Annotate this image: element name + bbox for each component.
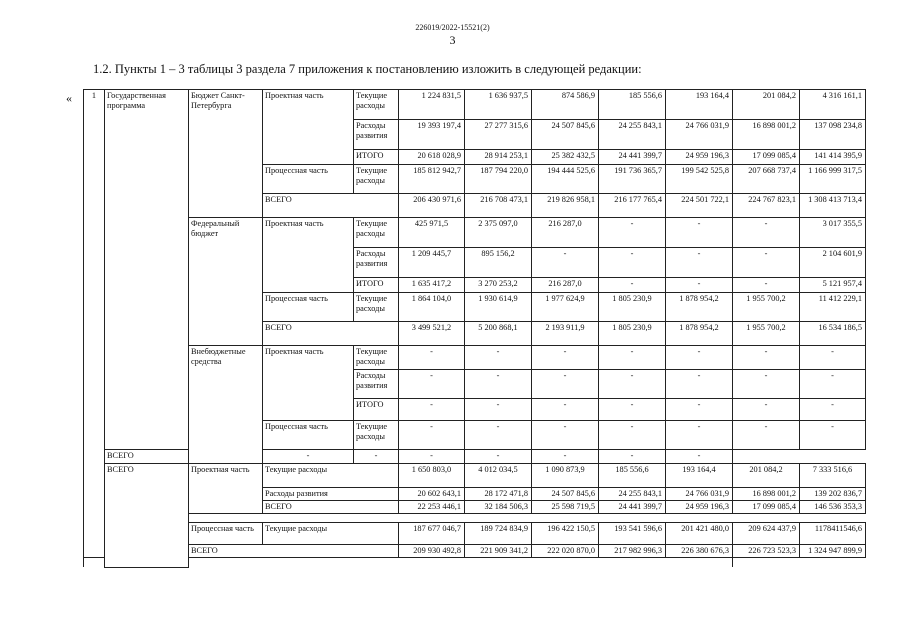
total-label: ВСЕГО [105, 464, 189, 568]
source-spb-budget: Бюджет Санкт-Петербурга [189, 90, 263, 218]
value-cell: - [354, 450, 399, 464]
source-extrabudgetary: Внебюджетные средства [189, 346, 263, 464]
value-cell: 3 017 355,5 [800, 218, 866, 248]
value-cell: 1 955 700,2 [733, 293, 800, 322]
value-cell: 139 202 836,7 [800, 488, 866, 501]
value-cell: - [399, 421, 465, 450]
value-cell: 3 499 521,2 [399, 322, 465, 346]
value-cell: 25 598 719,5 [532, 500, 599, 513]
value-cell: 17 099 085,4 [733, 500, 800, 513]
value-cell: 24 255 843,1 [599, 120, 666, 150]
value-cell: - [599, 248, 666, 278]
value-cell: 2 104 601,9 [800, 248, 866, 278]
table-row [84, 513, 866, 522]
amendment-paragraph: 1.2. Пункты 1 – 3 таблицы 3 раздела 7 приложения к постановлению изложить в следующей редакции: [93, 62, 642, 76]
value-cell: 19 393 197,4 [399, 120, 465, 150]
value-cell: 206 430 971,6 [399, 194, 465, 218]
value-cell: - [532, 399, 599, 421]
part-project: Проектная часть [263, 346, 354, 421]
value-cell: 1 308 413 713,4 [800, 194, 866, 218]
value-cell: 1 166 999 317,5 [800, 165, 866, 194]
value-cell: - [800, 421, 866, 450]
itogo-label: ИТОГО [354, 150, 399, 165]
value-cell: 2 375 097,0 [465, 218, 532, 248]
value-cell: 219 826 958,1 [532, 194, 599, 218]
value-cell: 224 767 823,1 [733, 194, 800, 218]
value-cell: 5 121 957,4 [800, 278, 866, 293]
value-cell: 207 668 737,4 [733, 165, 800, 194]
table-body [84, 90, 866, 568]
table-row [84, 522, 866, 544]
value-cell: 7 333 516,6 [800, 464, 866, 488]
expense-current: Текущие расходы [354, 346, 399, 370]
value-cell: - [532, 450, 599, 464]
value-cell: - [733, 248, 800, 278]
value-cell: - [399, 450, 465, 464]
value-cell: 1 209 445,7 [399, 248, 465, 278]
value-cell: 141 414 395,9 [800, 150, 866, 165]
document-id: 226019/2022-15521(2) [415, 23, 490, 32]
part-project: Проектная часть [263, 218, 354, 293]
part-process: Процессная часть [263, 165, 354, 194]
value-cell: 1 878 954,2 [666, 322, 733, 346]
value-cell: - [599, 450, 666, 464]
value-cell: 24 959 196,3 [666, 150, 733, 165]
table-row [84, 346, 866, 370]
vsego-label: ВСЕГО [263, 194, 399, 218]
value-cell: 16 898 001,2 [733, 120, 800, 150]
value-cell: - [666, 399, 733, 421]
row-name-cell: Государственная программа [105, 90, 189, 450]
value-cell: 216 708 473,1 [465, 194, 532, 218]
value-cell: 217 982 996,3 [599, 544, 666, 557]
expense-development: Расходы развития [354, 370, 399, 399]
value-cell: - [465, 399, 532, 421]
value-cell: 226 380 676,3 [666, 544, 733, 557]
value-cell: - [800, 346, 866, 370]
value-cell: - [399, 346, 465, 370]
value-cell: 28 914 253,1 [465, 150, 532, 165]
value-cell: - [733, 278, 800, 293]
value-cell: 24 959 196,3 [666, 500, 733, 513]
value-cell: - [733, 346, 800, 370]
value-cell: 209 930 492,8 [399, 544, 465, 557]
value-cell: 1 650 803,0 [399, 464, 465, 488]
vsego-label: ВСЕГО [105, 450, 263, 464]
value-cell: - [599, 218, 666, 248]
expense-current: Текущие расходы [354, 421, 399, 450]
value-cell: 187 794 220,0 [465, 165, 532, 194]
value-cell: 221 909 341,2 [465, 544, 532, 557]
value-cell: 224 501 722,1 [666, 194, 733, 218]
value-cell: - [399, 399, 465, 421]
table-row [84, 90, 866, 120]
value-cell: - [800, 399, 866, 421]
expense-development: Расходы развития [354, 120, 399, 150]
value-cell: - [532, 421, 599, 450]
value-cell: 16 534 186,5 [800, 322, 866, 346]
value-cell: 196 422 150,5 [532, 522, 599, 544]
value-cell: 216 177 765,4 [599, 194, 666, 218]
value-cell: 1 955 700,2 [733, 322, 800, 346]
value-cell: - [666, 421, 733, 450]
expense-current: Текущие расходы [263, 464, 399, 488]
value-cell: 201 421 480,0 [666, 522, 733, 544]
value-cell: - [465, 346, 532, 370]
value-cell: 185 556,6 [599, 464, 666, 488]
row-number-cell: 1 [84, 90, 105, 558]
part-project: Проектная часть [189, 464, 263, 514]
value-cell: 1 324 947 899,9 [800, 544, 866, 557]
expense-development: Расходы развития [263, 488, 399, 501]
row-gap [189, 513, 866, 522]
value-cell: 32 184 506,3 [465, 500, 532, 513]
value-cell: 1 805 230,9 [599, 322, 666, 346]
value-cell: - [532, 248, 599, 278]
value-cell: - [666, 278, 733, 293]
value-cell: 28 172 471,8 [465, 488, 532, 501]
table-tail [84, 557, 733, 567]
value-cell: 24 255 843,1 [599, 488, 666, 501]
value-cell: 1 224 831,5 [399, 90, 465, 120]
value-cell: - [532, 346, 599, 370]
value-cell: - [733, 370, 800, 399]
value-cell: 1 635 417,2 [399, 278, 465, 293]
value-cell: - [599, 399, 666, 421]
value-cell: - [599, 346, 666, 370]
value-cell: 226 723 523,3 [733, 544, 800, 557]
itogo-label: ИТОГО [354, 399, 399, 421]
value-cell: 1 878 954,2 [666, 293, 733, 322]
value-cell: 199 542 525,8 [666, 165, 733, 194]
page-number: 3 [449, 33, 456, 47]
value-cell: 27 277 315,6 [465, 120, 532, 150]
value-cell: - [465, 370, 532, 399]
value-cell: 895 156,2 [465, 248, 532, 278]
value-cell: 193 541 596,6 [599, 522, 666, 544]
value-cell: 216 287,0 [532, 218, 599, 248]
value-cell: 17 099 085,4 [733, 150, 800, 165]
value-cell: 201 084,2 [733, 90, 800, 120]
itogo-label: ИТОГО [354, 278, 399, 293]
value-cell: 16 898 001,2 [733, 488, 800, 501]
value-cell: - [599, 370, 666, 399]
value-cell: - [666, 346, 733, 370]
value-cell: 3 270 253,2 [465, 278, 532, 293]
value-cell: 185 556,6 [599, 90, 666, 120]
source-federal-budget: Федеральный бюджет [189, 218, 263, 346]
part-process: Процессная часть [263, 421, 354, 450]
value-cell: 201 084,2 [733, 464, 800, 488]
expense-current: Текущие расходы [263, 522, 399, 544]
value-cell: 1 977 624,9 [532, 293, 599, 322]
value-cell: 425 971,5 [399, 218, 465, 248]
value-cell: - [263, 450, 354, 464]
vsego-label: ВСЕГО [263, 500, 399, 513]
value-cell: 874 586,9 [532, 90, 599, 120]
value-cell: - [599, 278, 666, 293]
expense-current: Текущие расходы [354, 218, 399, 248]
value-cell: 137 098 234,8 [800, 120, 866, 150]
table-row [84, 450, 866, 464]
vsego-label: ВСЕГО [189, 544, 399, 557]
part-process: Процессная часть [263, 293, 354, 322]
value-cell: 222 020 870,0 [532, 544, 599, 557]
table-row [84, 464, 866, 488]
value-cell: 1 090 873,9 [532, 464, 599, 488]
value-cell: 193 164,4 [666, 464, 733, 488]
value-cell: 209 624 437,9 [733, 522, 800, 544]
value-cell: 24 507 845,6 [532, 488, 599, 501]
value-cell: 216 287,0 [532, 278, 599, 293]
expense-current: Текущие расходы [354, 90, 399, 120]
value-cell: 24 766 031,9 [666, 120, 733, 150]
table-row [84, 544, 866, 557]
expense-current: Текущие расходы [354, 293, 399, 322]
value-cell: 193 164,4 [666, 90, 733, 120]
value-cell: 1 805 230,9 [599, 293, 666, 322]
value-cell: - [399, 370, 465, 399]
value-cell: - [599, 421, 666, 450]
value-cell: 24 441 399,7 [599, 150, 666, 165]
value-cell: 185 812 942,7 [399, 165, 465, 194]
table-row [84, 557, 866, 567]
value-cell: - [733, 421, 800, 450]
value-cell: 20 618 028,9 [399, 150, 465, 165]
vsego-label: ВСЕГО [263, 322, 399, 346]
value-cell: - [666, 370, 733, 399]
value-cell: 1 864 104,0 [399, 293, 465, 322]
value-cell: 191 736 365,7 [599, 165, 666, 194]
value-cell: 24 441 399,7 [599, 500, 666, 513]
value-cell: - [465, 421, 532, 450]
value-cell: 25 382 432,5 [532, 150, 599, 165]
value-cell: 2 193 911,9 [532, 322, 599, 346]
part-process: Процессная часть [189, 522, 263, 544]
table-row [84, 218, 866, 248]
opening-quote-mark: « [66, 91, 72, 105]
value-cell: 189 724 834,9 [465, 522, 532, 544]
expense-current: Текущие расходы [354, 165, 399, 194]
value-cell: - [666, 218, 733, 248]
expense-development: Расходы развития [354, 248, 399, 278]
value-cell: 1 636 937,5 [465, 90, 532, 120]
value-cell: 1178411546,6 [800, 522, 866, 544]
value-cell: 24 507 845,6 [532, 120, 599, 150]
value-cell: 5 200 868,1 [465, 322, 532, 346]
value-cell: 4 012 034,5 [465, 464, 532, 488]
value-cell: - [666, 248, 733, 278]
value-cell: - [800, 370, 866, 399]
value-cell: - [532, 370, 599, 399]
value-cell: 194 444 525,6 [532, 165, 599, 194]
program-funding-table [83, 89, 866, 568]
value-cell: - [733, 399, 800, 421]
value-cell: 1 930 614,9 [465, 293, 532, 322]
value-cell: 4 316 161,1 [800, 90, 866, 120]
part-project: Проектная часть [263, 90, 354, 165]
value-cell: - [733, 218, 800, 248]
value-cell: 20 602 643,1 [399, 488, 465, 501]
value-cell: 146 536 353,3 [800, 500, 866, 513]
value-cell: 11 412 229,1 [800, 293, 866, 322]
value-cell: 24 766 031,9 [666, 488, 733, 501]
value-cell: 187 677 046,7 [399, 522, 465, 544]
value-cell: - [666, 450, 733, 464]
value-cell: 22 253 446,1 [399, 500, 465, 513]
value-cell: - [465, 450, 532, 464]
